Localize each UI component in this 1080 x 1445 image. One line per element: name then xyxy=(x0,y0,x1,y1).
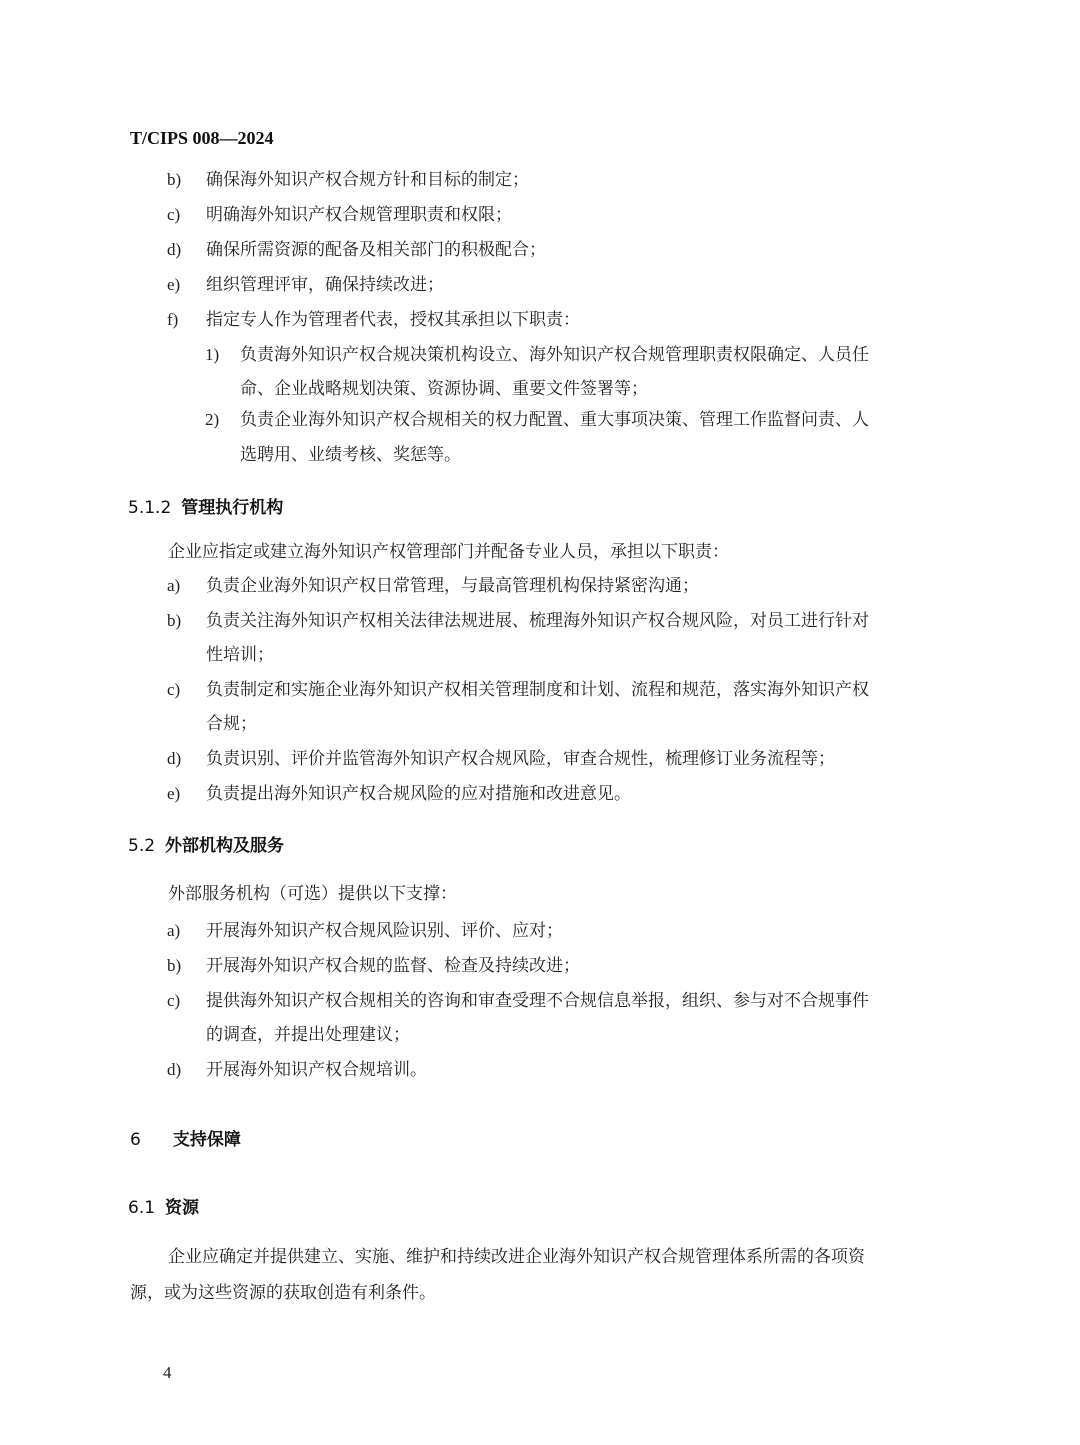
list-item-text: 确保所需资源的配备及相关部门的积极配合； xyxy=(206,240,546,260)
section-heading-5-1-2 xyxy=(128,496,283,520)
section-title: 资源 xyxy=(165,1198,200,1218)
list-marker: c) xyxy=(167,205,181,224)
list-marker: a) xyxy=(167,576,181,595)
section-intro: 企业应指定或建立海外知识产权管理部门并配备专业人员，承担以下职责： xyxy=(168,542,729,562)
list-marker: b) xyxy=(167,956,182,975)
list-item-text: 开展海外知识产权合规的监督、检查及持续改进； xyxy=(206,956,580,976)
list-marker: b) xyxy=(167,611,182,630)
page-number: 4 xyxy=(163,1363,172,1382)
sublist-item-text: 负责海外知识产权合规决策机构设立、海外知识产权合规管理职责权限确定、人员任 xyxy=(240,345,869,365)
section-title: 外部机构及服务 xyxy=(165,836,285,856)
list-item-text: 指定专人作为管理者代表，授权其承担以下职责： xyxy=(206,310,580,330)
section-number: 5.2 xyxy=(128,836,156,856)
list-marker: e) xyxy=(167,784,181,803)
section-heading-5-2 xyxy=(128,834,284,858)
sublist-item-text: 选聘用、业绩考核、奖惩等。 xyxy=(240,445,461,465)
chapter-heading-6 xyxy=(130,1128,241,1152)
section-intro: 外部服务机构（可选）提供以下支撑： xyxy=(168,884,457,904)
section-heading-6-1 xyxy=(128,1196,199,1220)
list-item-text: 负责关注海外知识产权相关法律法规进展、梳理海外知识产权合规风险，对员工进行针对 xyxy=(206,611,869,631)
list-marker: d) xyxy=(167,749,182,768)
list-marker: c) xyxy=(167,680,181,699)
chapter-number: 6 xyxy=(130,1130,141,1150)
list-marker: d) xyxy=(167,1060,182,1079)
list-marker: b) xyxy=(167,170,182,189)
standard-code-header: T/CIPS 008—2024 xyxy=(130,128,274,148)
list-marker: e) xyxy=(167,275,181,294)
section-number: 6.1 xyxy=(128,1198,156,1218)
list-marker: f) xyxy=(167,310,179,329)
list-item-text: 提供海外知识产权合规相关的咨询和审查受理不合规信息举报，组织、参与对不合规事件 xyxy=(206,991,869,1011)
list-item-text: 的调查，并提出处理建议； xyxy=(206,1025,410,1045)
list-item-text: 性培训； xyxy=(206,645,274,665)
list-item-text: 组织管理评审，确保持续改进； xyxy=(206,275,444,295)
section-number: 5.1.2 xyxy=(128,498,172,518)
list-marker: d) xyxy=(167,240,182,259)
list-item-text: 负责识别、评价并监管海外知识产权合规风险，审查合规性，梳理修订业务流程等； xyxy=(206,749,835,769)
paragraph-line: 源，或为这些资源的获取创造有利条件。 xyxy=(130,1283,436,1303)
sublist-marker: 1) xyxy=(205,345,220,364)
list-marker: a) xyxy=(167,921,181,940)
sublist-item-text: 负责企业海外知识产权合规相关的权力配置、重大事项决策、管理工作监督问责、人 xyxy=(240,410,869,430)
list-item-text: 确保海外知识产权合规方针和目标的制定； xyxy=(206,170,529,190)
list-item-text: 负责制定和实施企业海外知识产权相关管理制度和计划、流程和规范，落实海外知识产权 xyxy=(206,680,869,700)
list-item-text: 负责企业海外知识产权日常管理，与最高管理机构保持紧密沟通； xyxy=(206,576,699,596)
list-item-text: 合规； xyxy=(206,714,257,734)
chapter-title: 支持保障 xyxy=(172,1130,241,1150)
paragraph-line: 企业应确定并提供建立、实施、维护和持续改进企业海外知识产权合规管理体系所需的各项资 xyxy=(168,1247,865,1267)
sublist-marker: 2) xyxy=(205,410,220,429)
sublist-item-text: 命、企业战略规划决策、资源协调、重要文件签署等； xyxy=(240,379,648,399)
list-item-text: 明确海外知识产权合规管理职责和权限； xyxy=(206,205,512,225)
list-item-text: 开展海外知识产权合规风险识别、评价、应对； xyxy=(206,921,563,941)
list-marker: c) xyxy=(167,991,181,1010)
section-title: 管理执行机构 xyxy=(181,498,284,518)
list-item-text: 开展海外知识产权合规培训。 xyxy=(206,1060,427,1080)
list-item-text: 负责提出海外知识产权合规风险的应对措施和改进意见。 xyxy=(206,784,631,804)
